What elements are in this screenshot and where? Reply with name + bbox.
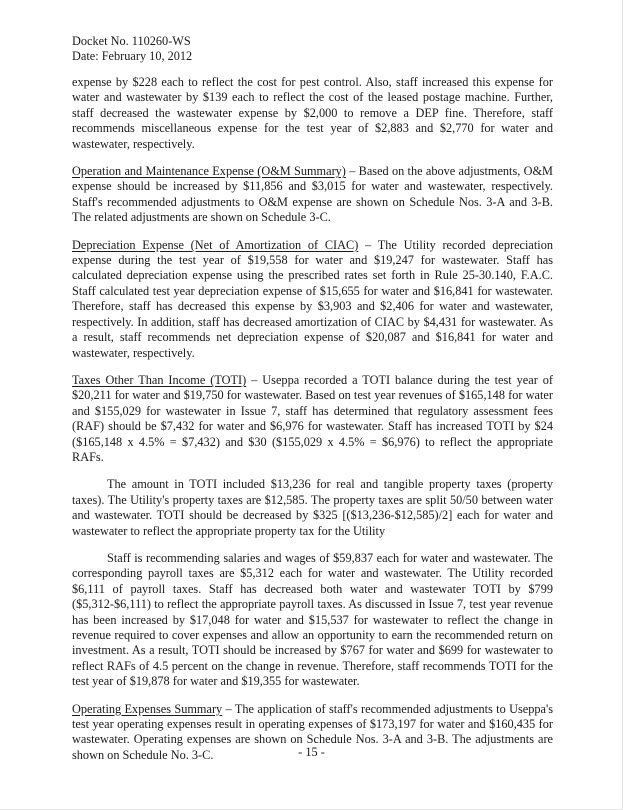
docket-number: Docket No. 110260-WS [72, 34, 191, 48]
paragraph-text: – The Utility recorded depreciation expense during the test year of $19,558 for water and $19,247 for wastewater. Staff has calculated depreciation expense using the prescribed rates set forth in Rule 25-30.140, F.A.C. Staff calculated test year depreciation expense of $15,655 for water and $16,841 for wastewater. Therefore, staff has decreased this expense by $3,903 and $2,406 for water and wastewater, respectively. In addition, staff has decreased amortization of CIAC by $4,431 for wastewater. As a result, staff recommends net depreciation expense of $20,087 and $16,841 for water and wastewater, respectively. [72, 237, 553, 360]
paragraph-depreciation-expense [72, 238, 553, 361]
paragraph-payroll-taxes [72, 551, 553, 690]
section-heading-operating-expenses: Operating Expenses Summary [72, 701, 223, 716]
paragraph-text: The amount in TOTI included $13,236 for real and tangible property taxes (property taxes). The Utility's property taxes are $12,585. The property taxes are split 50/50 between water and wastewater. TOTI should be decreased by $325 [($13,236-$12,585)/2] each for water and wastewater to reflect the appropriate property tax for the Utility [72, 477, 553, 538]
paragraph-text: – Based on the above adjustments, O&M expense should be increased by $11,856 and $3,015 for water and wastewater, respectively. Staff's recommended adjustments to O&M expense are shown on Schedule Nos. 3-A and 3-B. The related adjustments are shown on Schedule 3-C. [72, 164, 553, 225]
paragraph-toti [72, 373, 553, 465]
paragraph-text: Staff is recommending salaries and wages of $59,837 each for water and wastewater. The corresponding payroll taxes are $5,312 each for water and wastewater. The Utility recorded $6,111 of payroll taxes. Staff has decreased both water and wastewater TOTI by $799 ($5,312-$6,111) to reflect the appropriate payroll taxes. As discussed in Issue 7, test year revenue has been increased by $17,048 for water and $15,537 for wastewater to reflect the change in revenue required to cover expenses and allow an opportunity to earn the recommended return on investment. As a result, TOTI should be increased by $767 for water and $699 for wastewater to reflect RAFs of 4.5 percent on the change in revenue. Therefore, staff recommends TOTI for the test year of $19,878 for water and $19,355 for wastewater. [72, 550, 553, 689]
body-text [72, 75, 553, 775]
section-heading-om-summary: Operation and Maintenance Expense (O&M Summary) [72, 164, 346, 179]
document-header [72, 34, 192, 64]
page-number: - 15 - [298, 745, 325, 759]
section-heading-depreciation: Depreciation Expense (Net of Amortization of CIAC) [72, 237, 359, 252]
paragraph-text: expense by $228 each to reflect the cost for pest control. Also, staff increased this expense for water and wastewater by $139 each to reflect the cost of the leased postage machine. Further, staff decreased the wastewater expense by $2,000 to remove a DEP fine. Therefore, staff recommends miscellaneous expense for the test year of $2,883 and $2,770 for water and wastewater, respectively. [72, 75, 553, 151]
paragraph-om-summary [72, 164, 553, 226]
paragraph-property-taxes [72, 477, 553, 539]
document-date: Date: February 10, 2012 [72, 49, 193, 63]
paragraph-text: – Useppa recorded a TOTI balance during the test year of $20,211 for water and $19,750 for wastewater. Based on test year revenues of $165,148 for water and $155,029 for wastewater in Issue 7, staff has determined that regulatory assessment fees (RAF) should be $7,432 for water and $6,976 for wastewater. Staff has increased TOTI by $24 ($165,148 x 4.5% = $7,432) and $30 ($155,029 x 4.5% = $6,976) to reflect the appropriate RAFs. [72, 372, 553, 464]
section-heading-toti: Taxes Other Than Income (TOTI) [72, 372, 247, 387]
paragraph-miscellaneous-expense [72, 75, 553, 152]
paragraph-text: – The application of staff's recommended adjustments to Useppa's test year operating expenses result in operating expenses of $173,197 for water and $160,435 for wastewater. Operating expenses are shown on Schedule Nos. 3-A and 3-B. The adjustments are shown on Schedule No. 3-C. [72, 701, 553, 762]
